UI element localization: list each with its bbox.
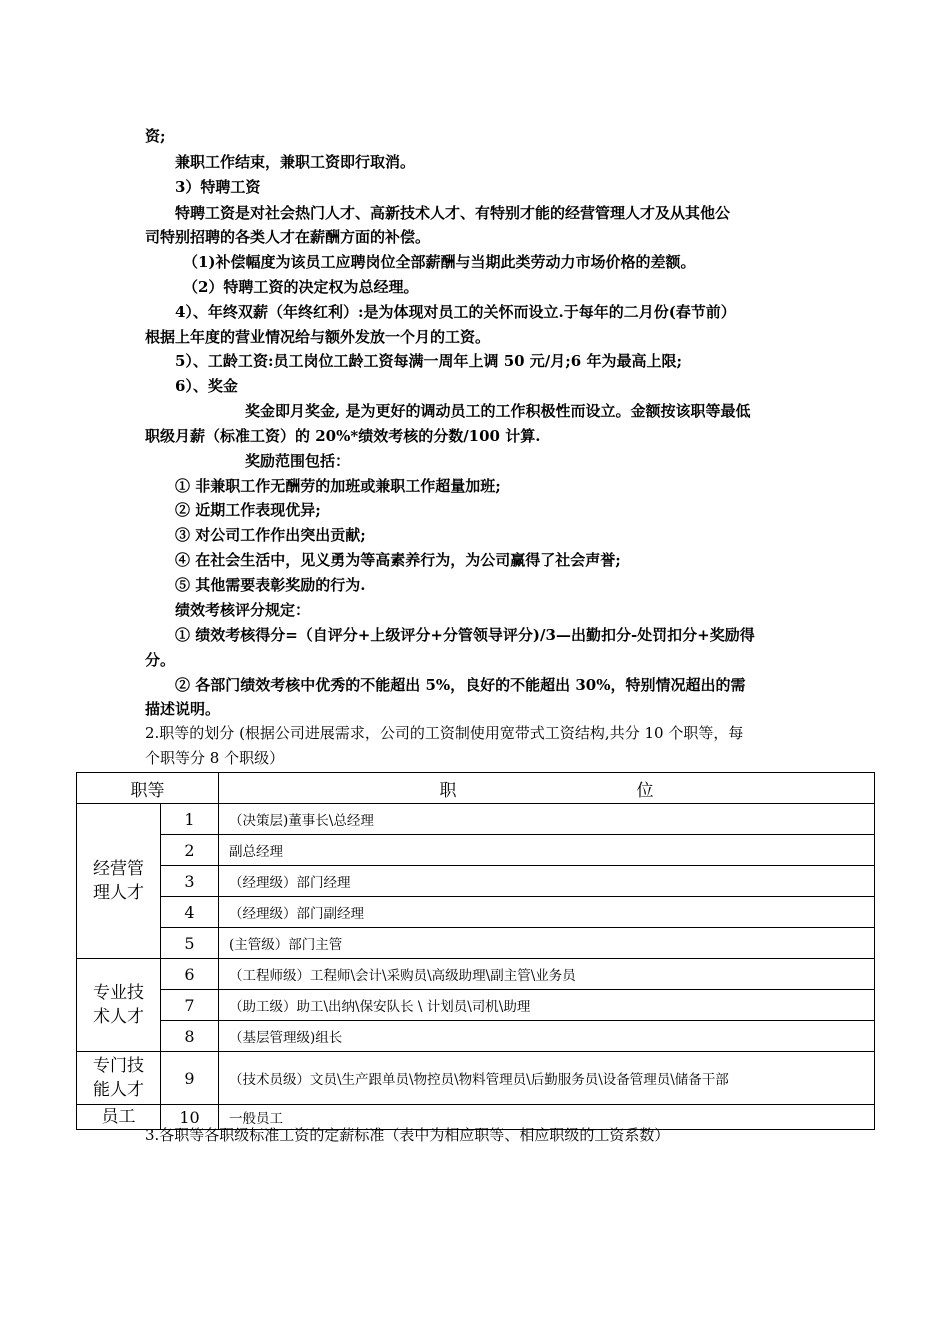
text-line: 5）、工龄工资:员工岗位工龄工资每满一周年上调 50 元/月;6 年为最高上限; [175,352,683,370]
text-line: 资; [145,127,166,145]
text-line: ② 近期工作表现优异; [175,501,321,519]
text-line: 职级月薪（标准工资）的 20%*绩效考核的分数/100 计算. [145,427,541,445]
table-row [77,959,875,990]
grade-positions: （基层管理级)组长 [219,1021,875,1052]
grade-positions: 副总经理 [219,835,875,866]
text-line: 个职等分 8 个职级） [145,749,285,767]
header-position [219,773,875,804]
grade-number: 1 [161,804,219,835]
grade-positions: （经理级）部门副经理 [219,897,875,928]
text-line: ① 绩效考核得分=（自评分+上级评分+分管领导评分)/3—出勤扣分-处罚扣分+奖励得 [175,626,755,644]
category-technical [77,959,161,1052]
grade-number: 3 [161,866,219,897]
grade-positions: （经理级）部门经理 [219,866,875,897]
text-line: （2）特聘工资的决定权为总经理。 [183,278,419,296]
grade-number: 5 [161,928,219,959]
category-text: 理人才 [93,883,144,903]
text-line: 描述说明。 [145,700,221,718]
grade-positions: 一般员工 [219,1105,875,1130]
header-position-char: 职 [439,780,457,801]
table-row [77,804,875,835]
text-line: 奖金即月奖金, 是为更好的调动员工的工作积极性而设立。金额按该职等最低 [245,402,751,420]
text-line: ① 非兼职工作无酬劳的加班或兼职工作超量加班; [175,477,501,495]
header-position-char: 位 [636,780,654,801]
table-row [77,928,875,959]
grade-positions: （工程师级）工程师\会计\采购员\高级助理\副主管\业务员 [219,959,875,990]
text-line: 4）、年终双薪（年终红利）:是为体现对员工的关怀而设立.于每年的二月份(春节前） [175,303,736,321]
grade-number: 4 [161,897,219,928]
table-header-row [77,773,875,804]
text-line: 分。 [145,651,176,669]
category-text: 术人才 [93,1007,144,1027]
grade-positions: (主管级）部门主管 [219,928,875,959]
grade-number: 10 [161,1105,219,1130]
category-text: 专业技 [93,983,144,1003]
table-row [77,897,875,928]
category-text: 专门技 [93,1056,144,1076]
text-line: ④ 在社会生活中，见义勇为等高素养行为，为公司赢得了社会声誉; [175,551,621,569]
text-line: 2.职等的划分 (根据公司进展需求，公司的工资制使用宽带式工资结构,共分 10 个职等，每 [145,724,744,742]
text-line: 根据上年度的营业情况给与额外发放一个月的工资。 [145,328,491,346]
section-heading: 3.各职等各职级标准工资的定薪标准（表中为相应职等、相应职级的工资系数） [145,1126,670,1144]
category-text: 经营管 [93,859,144,879]
text-line: （1)补偿幅度为该员工应聘岗位全部薪酬与当期此类劳动力市场价格的差额。 [183,253,696,271]
text-line: ② 各部门绩效考核中优秀的不能超出 5%，良好的不能超出 30%，特别情况超出的需 [175,676,746,694]
grade-positions: （决策层)董事长\总经理 [219,804,875,835]
text-line: ⑤ 其他需要表彰奖励的行为. [175,576,366,594]
grade-number: 6 [161,959,219,990]
grade-number: 7 [161,990,219,1021]
job-grade-table [76,772,875,1130]
grade-number: 9 [161,1052,219,1105]
text-line: 3）特聘工资 [175,178,261,196]
category-staff: 员工 [77,1105,161,1130]
text-line: 司特别招聘的各类人才在薪酬方面的补偿。 [145,228,431,246]
text-line: ③ 对公司工作作出突出贡献; [175,526,366,544]
table-row [77,990,875,1021]
grade-number: 8 [161,1021,219,1052]
table-row [77,866,875,897]
category-text: 能人才 [93,1080,144,1100]
text-line: 6）、奖金 [175,377,238,395]
grade-positions: （技术员级）文员\生产跟单员\物控员\物料管理员\后勤服务员\设备管理员\储备干部 [219,1052,875,1105]
table-row [77,1021,875,1052]
text-line: 特聘工资是对社会热门人才、高新技术人才、有特别才能的经营管理人才及从其他公 [175,204,731,222]
header-grade: 职等 [77,773,219,804]
text-line: 绩效考核评分规定： [175,601,311,619]
text-line: 奖励范围包括： [245,452,351,470]
grade-number: 2 [161,835,219,866]
table-row [77,835,875,866]
category-management [77,804,161,959]
text-line: 兼职工作结束，兼职工资即行取消。 [175,153,416,171]
category-skilled [77,1052,161,1105]
table-row [77,1052,875,1105]
grade-positions: （助工级）助工\出纳\保安队长 \ 计划员\司机\助理 [219,990,875,1021]
